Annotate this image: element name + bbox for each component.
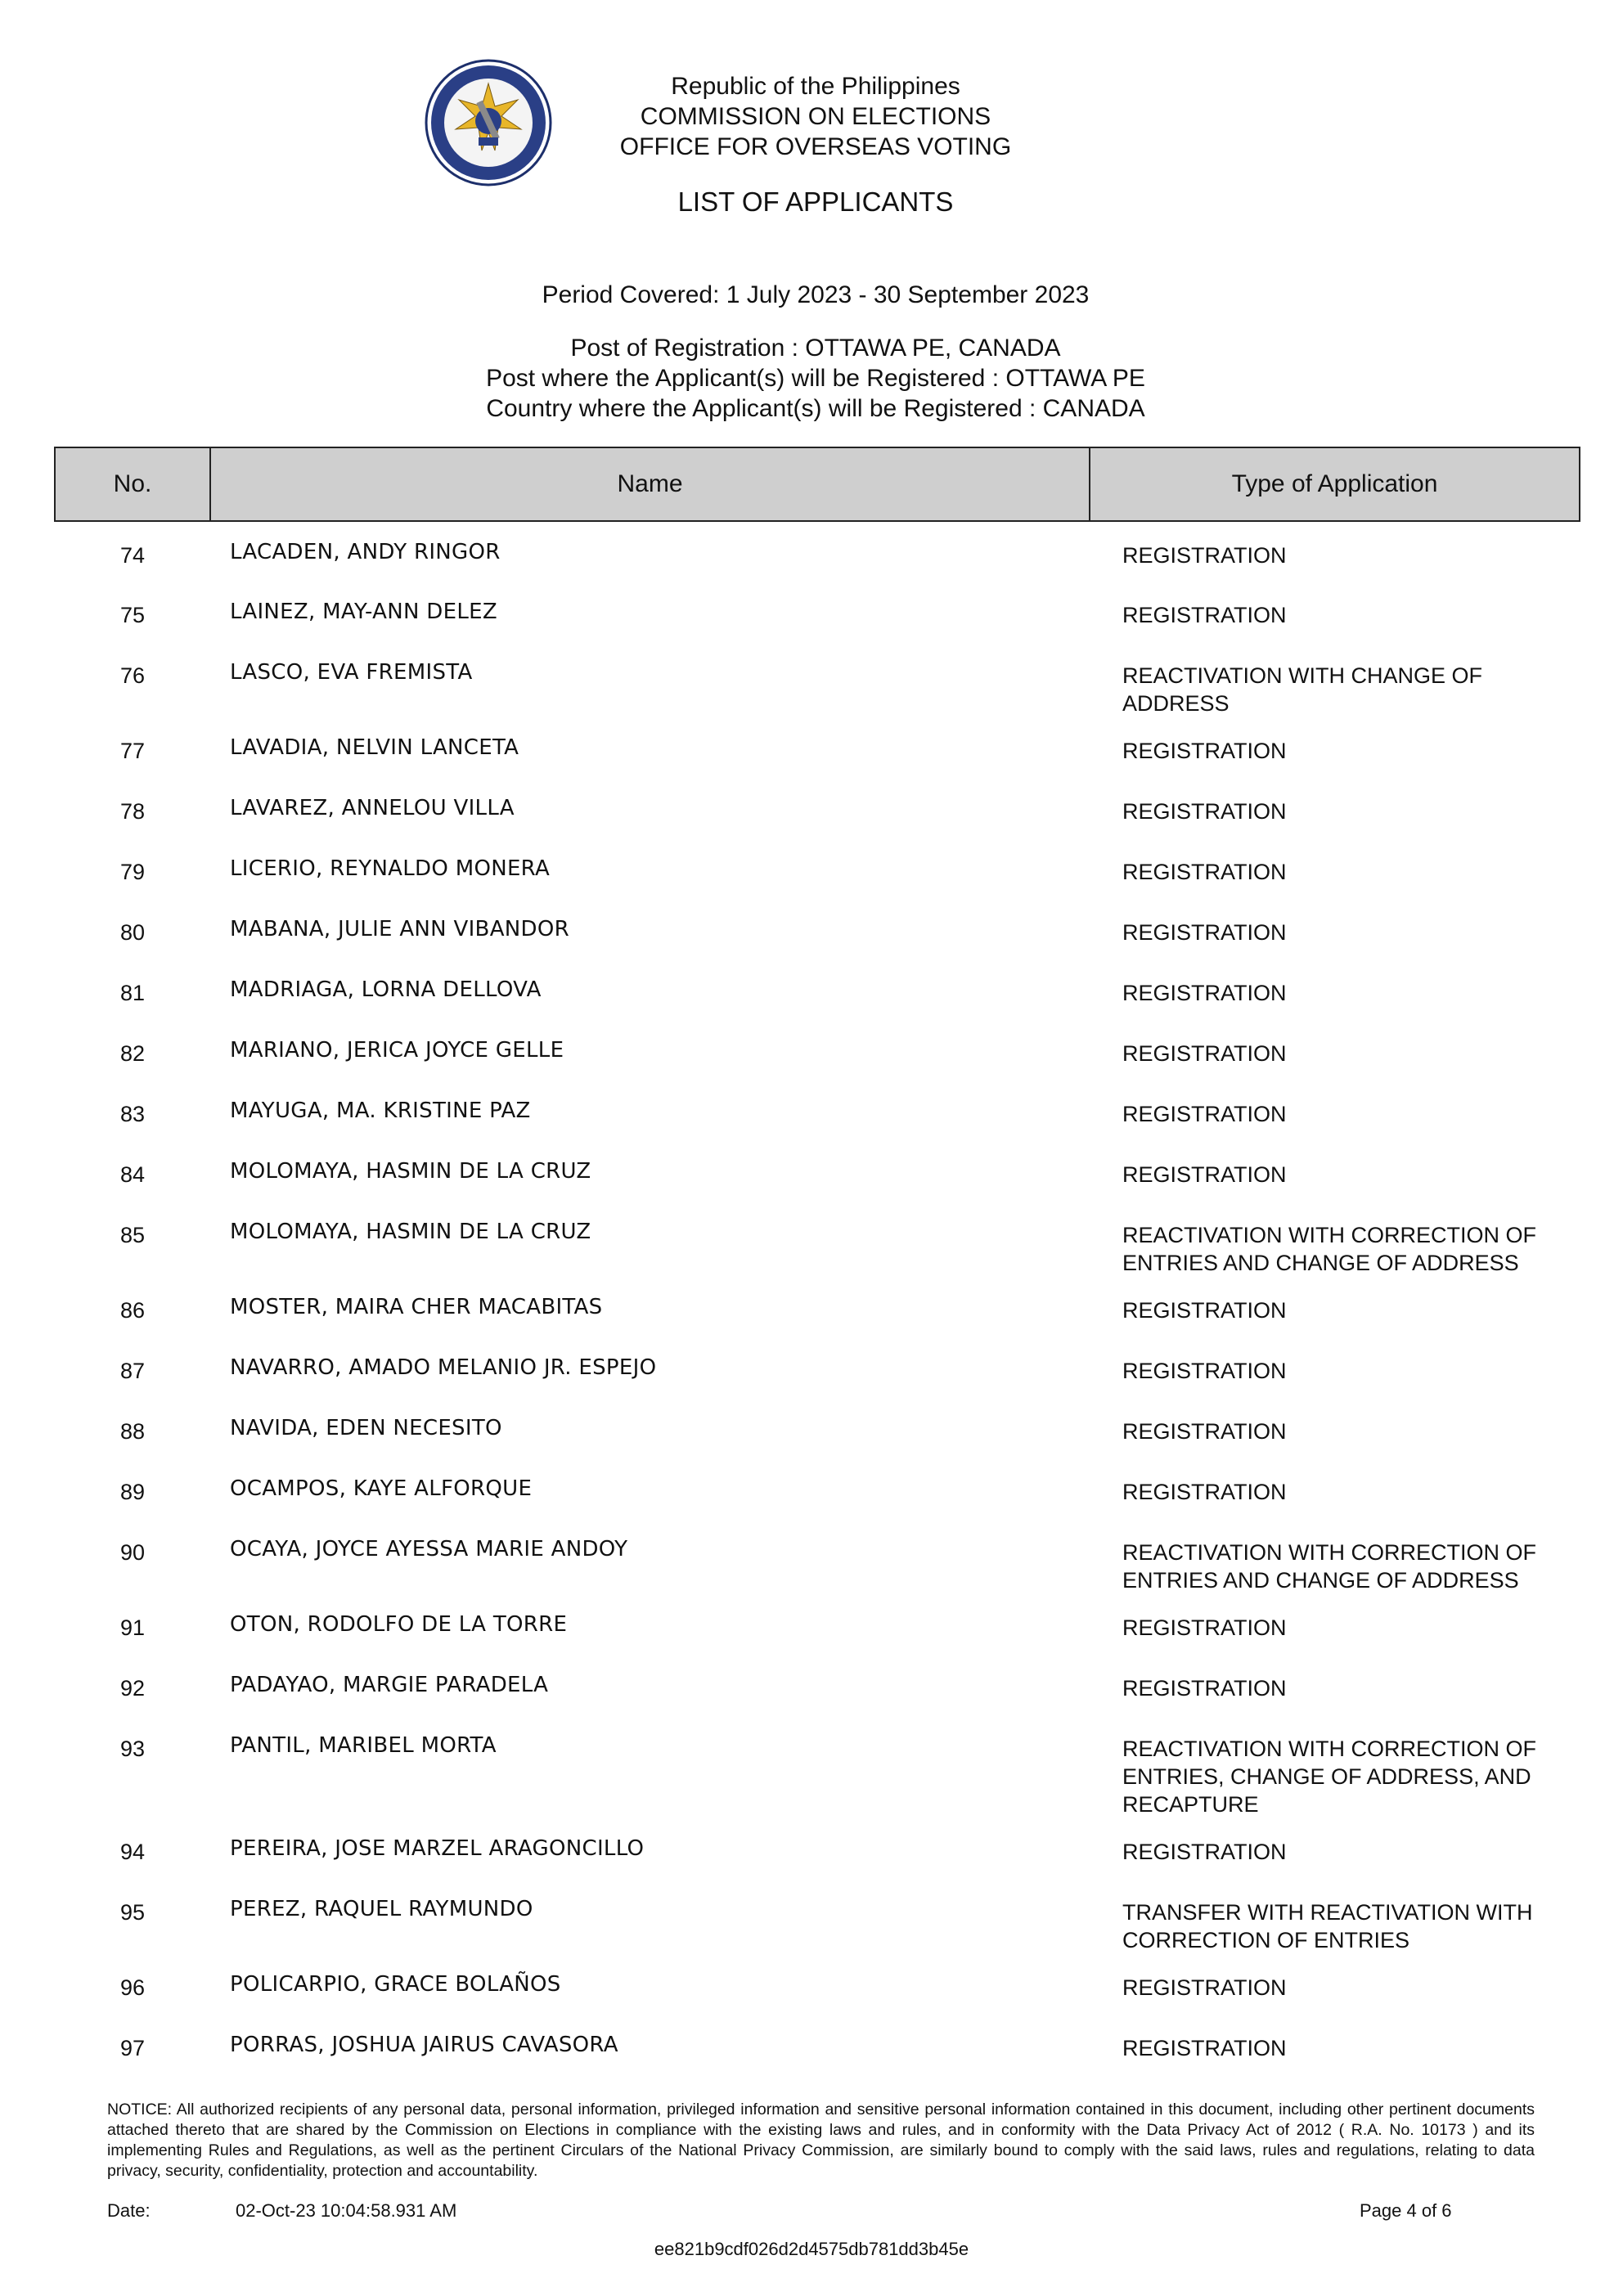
applicant-name: LACADEN, ANDY RINGOR [230,540,501,564]
table-row [55,959,1580,1020]
table-row [55,642,1580,717]
column-header-type: Type of Application [1090,447,1580,521]
applicant-name: MAYUGA, MA. KRISTINE PAZ [230,1099,531,1123]
date-label: Date: [107,2200,151,2221]
column-header-no: No. [55,447,210,521]
application-type: REGISTRATION [1122,2036,1287,2060]
header-office: OFFICE FOR OVERSEAS VOTING [619,133,1012,160]
application-type: REACTIVATION WITH CORRECTION OF ENTRIES, CHANGE OF ADDRESS, AND RECAPTURE [1122,1737,1536,1817]
page-number: Page 4 of 6 [1360,2200,1452,2221]
table-row [55,1879,1580,1954]
applicant-name: LICERIO, REYNALDO MONERA [230,856,551,881]
applicant-name: MOSTER, MAIRA CHER MACABITAS [230,1295,603,1319]
row-number: 91 [119,1615,146,1640]
row-number: 76 [119,663,146,688]
row-number: 74 [119,543,146,568]
row-number: 83 [119,1102,146,1126]
row-number: 82 [119,1041,146,1066]
table-row [55,1594,1580,1655]
applicant-name: LAINEZ, MAY-ANN DELEZ [230,600,497,624]
applicant-name: PANTIL, MARIBEL MORTA [230,1733,497,1758]
application-type: REGISTRATION [1122,1162,1287,1187]
applicant-name: OCAYA, JOYCE AYESSA MARIE ANDOY [230,1537,628,1561]
row-number: 87 [119,1359,146,1383]
application-type: REGISTRATION [1122,1359,1287,1383]
row-number: 92 [119,1676,146,1701]
row-number: 85 [119,1223,146,1247]
post-of-registration: Post of Registration : OTTAWA PE, CANADA [570,335,1061,362]
applicant-name: POLICARPIO, GRACE BOLAÑOS [230,1972,561,1997]
application-type: REGISTRATION [1122,1615,1287,1640]
applicant-name: MABANA, JULIE ANN VIBANDOR [230,917,569,941]
row-number: 95 [119,1900,146,1925]
application-type: REGISTRATION [1122,1041,1287,1066]
applicant-name: PORRAS, JOSHUA JAIRUS CAVASORA [230,2033,618,2057]
application-type: REGISTRATION [1122,1419,1287,1444]
country-registered: Country where the Applicant(s) will be Registered : CANADA [486,395,1145,422]
table-row [55,838,1580,899]
application-type: REGISTRATION [1122,1840,1287,1864]
applicant-name: MOLOMAYA, HASMIN DE LA CRUZ [230,1159,591,1184]
row-number: 79 [119,860,146,884]
application-type: REACTIVATION WITH CHANGE OF ADDRESS [1122,663,1483,716]
table-row [55,1655,1580,1715]
table-row [55,1715,1580,1818]
application-type: REGISTRATION [1122,860,1287,884]
application-type: TRANSFER WITH REACTIVATION WITH CORRECTION OF ENTRIES [1122,1900,1533,1952]
application-type: REGISTRATION [1122,1676,1287,1701]
application-type: REGISTRATION [1122,1975,1287,2000]
header-republic: Republic of the Philippines [671,73,960,100]
table-row [55,1020,1580,1081]
row-number: 81 [119,981,146,1005]
table-row [55,1398,1580,1458]
post-registered: Post where the Applicant(s) will be Registered : OTTAWA PE [486,365,1145,392]
table-row [55,521,1580,582]
applicant-name: OCAMPOS, KAYE ALFORQUE [230,1476,533,1501]
application-type: REGISTRATION [1122,920,1287,945]
date-value: 02-Oct-23 10:04:58.931 AM [236,2200,457,2221]
applicant-name: NAVARRO, AMADO MELANIO JR. ESPEJO [230,1355,657,1380]
applicant-name: MOLOMAYA, HASMIN DE LA CRUZ [230,1220,591,1244]
application-type: REGISTRATION [1122,799,1287,824]
applicant-name: PEREIRA, JOSE MARZEL ARAGONCILLO [230,1836,645,1861]
application-type: REGISTRATION [1122,543,1287,568]
applicant-name: PEREZ, RAQUEL RAYMUNDO [230,1897,533,1921]
row-number: 97 [119,2036,146,2060]
applicant-name: LAVADIA, NELVIN LANCETA [230,735,519,760]
row-number: 96 [119,1975,146,2000]
table-row [55,778,1580,838]
row-number: 94 [119,1840,146,1864]
application-type: REGISTRATION [1122,1298,1287,1323]
applicant-name: LAVAREZ, ANNELOU VILLA [230,796,515,820]
row-number: 80 [119,920,146,945]
application-type: REACTIVATION WITH CORRECTION OF ENTRIES AND CHANGE OF ADDRESS [1122,1540,1536,1593]
row-number: 78 [119,799,146,824]
applicant-name: NAVIDA, EDEN NECESITO [230,1416,502,1440]
application-type: REGISTRATION [1122,981,1287,1005]
application-type: REGISTRATION [1122,1480,1287,1504]
applicant-name: MARIANO, JERICA JOYCE GELLE [230,1038,564,1063]
row-number: 90 [119,1540,146,1565]
row-number: 75 [119,603,146,627]
table-row [55,717,1580,778]
table-row [55,1081,1580,1141]
table-row [55,1954,1580,2015]
applicant-name: OTON, RODOLFO DE LA TORRE [230,1612,568,1637]
row-number: 86 [119,1298,146,1323]
row-number: 84 [119,1162,146,1187]
application-type: REGISTRATION [1122,739,1287,763]
application-type: REACTIVATION WITH CORRECTION OF ENTRIES AND CHANGE OF ADDRESS [1122,1223,1536,1275]
table-row [55,582,1580,642]
table-row [55,899,1580,959]
row-number: 88 [119,1419,146,1444]
table-row [55,2015,1580,2075]
table-row [55,1818,1580,1879]
application-type: REGISTRATION [1122,1102,1287,1126]
row-number: 89 [119,1480,146,1504]
table-row [55,1458,1580,1519]
table-row [55,1277,1580,1337]
row-number: 77 [119,739,146,763]
period-covered: Period Covered: 1 July 2023 - 30 September 2023 [542,281,1090,308]
table-row [55,1202,1580,1277]
header-commission: COMMISSION ON ELECTIONS [640,103,991,130]
page-title: LIST OF APPLICANTS [677,186,954,217]
applicant-name: LASCO, EVA FREMISTA [230,660,473,685]
column-header-name: Name [210,447,1090,521]
applicant-name: PADAYAO, MARGIE PARADELA [230,1673,549,1697]
table-row [55,1337,1580,1398]
table-header-row [55,447,1580,521]
table-row [55,1141,1580,1202]
row-number: 93 [119,1737,146,1761]
applicant-name: MADRIAGA, LORNA DELLOVA [230,977,542,1002]
table-row [55,1519,1580,1594]
application-type: REGISTRATION [1122,603,1287,627]
privacy-notice: NOTICE: All authorized recipients of any personal data, personal information, privileged information and sensitive personal information contained in this document, including other pertinent documents attached thereto that are shared by the Commission on Elections in compliance with the existing laws and rules, and in conformity with the Data Privacy Act of 2012 ( R.A. No. 10173 ) and its implementing Rules and Regulations, as well as the pertinent Circulars of the National Privacy Commission, are similarly bound to comply with the said laws, rules and regulations, relating to data privacy, security, confidentiality, protection and accountability. [107,2101,1535,2180]
document-hash: ee821b9cdf026d2d4575db781dd3b45e [654,2239,969,2259]
applicants-table [54,447,1580,2075]
